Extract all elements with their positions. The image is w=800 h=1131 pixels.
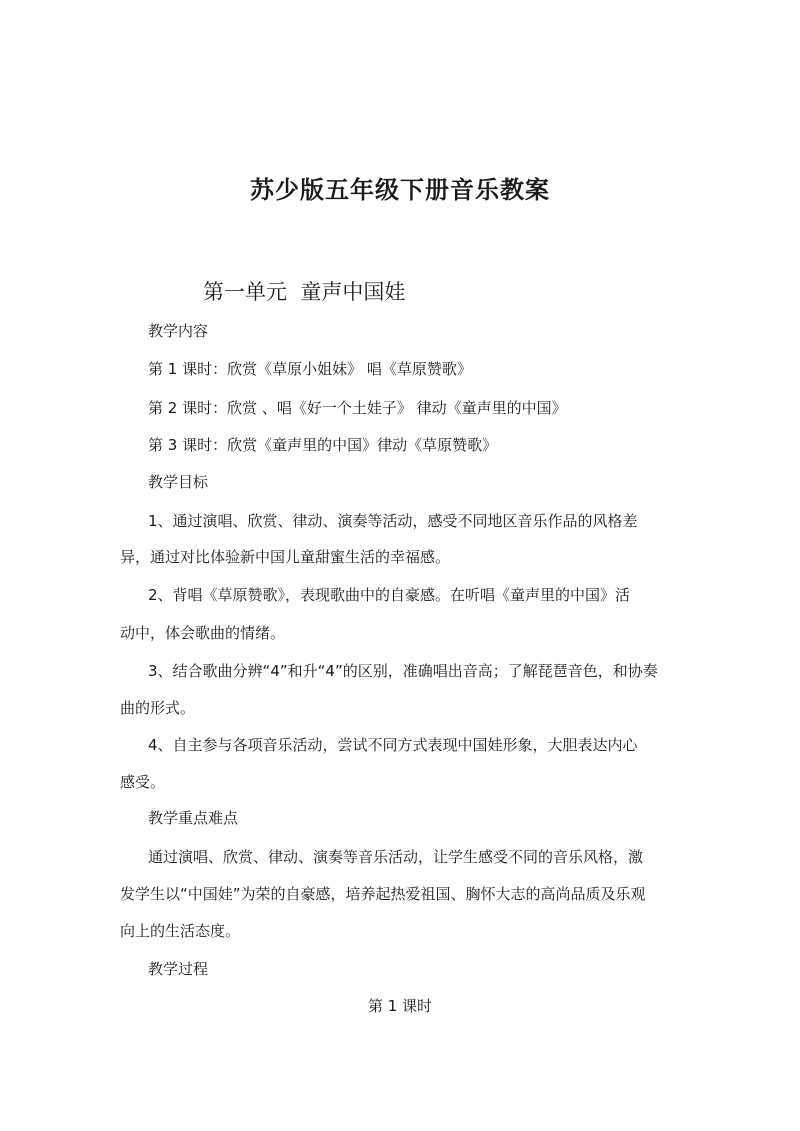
goal-1-line-2: 异，通过对比体验新中国儿童甜蜜生活的幸福感。 (120, 548, 451, 566)
goal-4-line-2: 感受。 (120, 773, 166, 791)
goal-3-line-1: 3、结合歌曲分辨“4”和升“4”的区别，准确唱出音高；了解琵琶音色，和协奏 (148, 662, 658, 680)
goal-2-line-2: 动中，体会歌曲的情绪。 (120, 624, 286, 642)
section-heading-goals: 教学目标 (148, 473, 209, 491)
section-heading-content: 教学内容 (148, 322, 209, 340)
lesson-heading: 第 1 课时 (367, 997, 433, 1015)
goal-3-line-2: 曲的形式。 (120, 699, 196, 717)
section-heading-key-points: 教学重点难点 (148, 809, 239, 827)
key-points-line-3: 向上的生活态度。 (120, 922, 241, 940)
section-heading-process: 教学过程 (148, 960, 209, 978)
lesson-line-2: 第 2 课时：欣赏 、唱《好一个土娃子》 律动《童声里的中国》 (148, 399, 567, 417)
goal-1-line-1: 1、通过演唱、欣赏、律动、演奏等活动，感受不同地区音乐作品的风格差 (148, 512, 638, 530)
goal-2-line-1: 2、背唱《草原赞歌》，表现歌曲中的自豪感。在听唱《童声里的中国》活 (148, 586, 631, 604)
unit-heading: 第一单元 童声中国娃 (203, 280, 406, 304)
key-points-line-1: 通过演唱、欣赏、律动、演奏等音乐活动，让学生感受不同的音乐风格，激 (148, 848, 644, 866)
lesson-line-1: 第 1 课时：欣赏《草原小姐妹》 唱《草原赞歌》 (148, 360, 472, 378)
document-title: 苏少版五年级下册音乐教案 (250, 176, 550, 204)
goal-4-line-1: 4、自主参与各项音乐活动，尝试不同方式表现中国娃形象，大胆表达内心 (148, 736, 638, 754)
lesson-line-3: 第 3 课时：欣赏《童声里的中国》律动《草原赞歌》 (148, 436, 498, 454)
key-points-line-2: 发学生以“中国娃”为荣的自豪感，培养起热爱祖国、胸怀大志的高尚品质及乐观 (120, 885, 646, 903)
